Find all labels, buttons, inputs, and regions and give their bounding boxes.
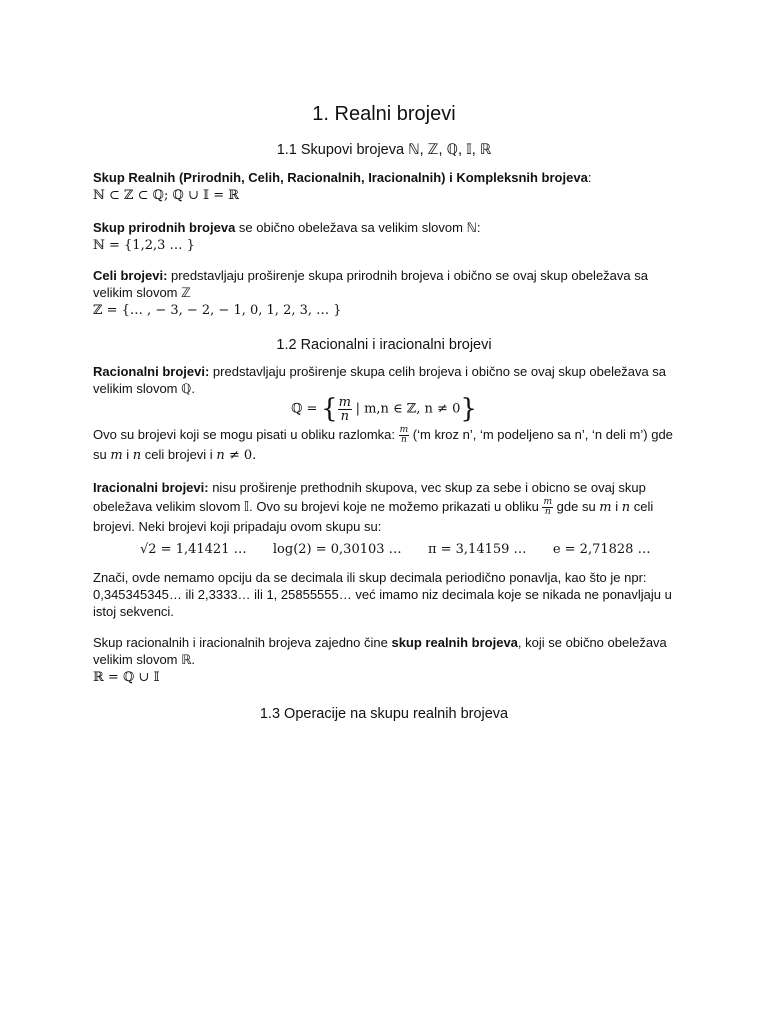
math-natural-set: ℕ = {1,2,3 … } [93, 238, 195, 253]
text: i [611, 499, 622, 514]
var-m: m [110, 448, 123, 464]
left-brace: { [321, 394, 338, 424]
text: i [122, 447, 133, 463]
math-real-set: ℝ = ℚ ∪ 𝕀 [93, 670, 160, 685]
var-n: n [132, 448, 142, 464]
paragraph-razlomak [93, 425, 683, 465]
text: predstavljaju proširenje skupa prirodnih brojeva i obično se ovaj skup obeležava sa velikim slovom ℤ [93, 268, 648, 300]
paragraph-iracionalni [93, 478, 683, 536]
text: celi brojevi i [141, 447, 217, 463]
paragraph-skup-realnih [93, 169, 683, 204]
paragraph-celi [93, 267, 683, 319]
rational-set-formula [0, 394, 768, 424]
text: Skup racionalnih i iracionalnih brojeva zajedno čine [93, 635, 392, 650]
var-m: m [599, 500, 612, 515]
bold-lead: Iracionalni brojevi: [93, 480, 209, 495]
text: predstavljaju proširenje skupa celih brojeva i obično se ovaj skup obeležava sa velikim slovom ℚ. [93, 364, 667, 396]
text: Ovo su brojevi koji se mogu pisati u obliku razlomka: [93, 427, 399, 442]
constant-sqrt2: √2 = 1,41421 … [140, 542, 247, 557]
numerator: m [338, 394, 351, 410]
var-n: n [621, 500, 631, 515]
text: celi brojevi. Neki brojevi koji pripadaju ovom skupu su: [93, 499, 654, 535]
bold-lead: Skup Realnih (Prirodnih, Celih, Racionalnih, Iracionalnih) i Kompleksnih brojeva [93, 170, 588, 185]
bold-lead: Skup prirodnih brojeva [93, 220, 236, 235]
var-n: n [216, 448, 225, 464]
text: : [587, 170, 592, 185]
denominator: n [544, 507, 551, 518]
fraction-m-over-n-inline [542, 498, 553, 517]
paragraph-racionalni [93, 363, 683, 397]
constant-pi: π = 3,14159 … [427, 542, 527, 557]
constant-e: e = 2,71828 … [552, 542, 651, 557]
denominator: n [340, 408, 349, 424]
formula-left: ℚ = [291, 401, 318, 417]
text: (‘m kroz n’, ‘m podeljeno sa n’, ‘n deli m’) gde [409, 427, 673, 442]
paragraph-prirodni [93, 219, 683, 254]
numerator: m [399, 425, 409, 436]
paragraph-decimale: Znači, ovde nemamo opciju da se decimala ili skup decimala periodično ponavlja, kao što je npr: 0,345345345… ili 2,3333… ili 1, 25855555… već imamo niz decimala koje se nikada ne ponavljaju u istoj sekvenci. [93, 570, 672, 619]
text: gde su [556, 499, 600, 514]
not-equal-zero: ≠ 0. [224, 448, 257, 464]
page-title: 1. Realni brojevi [312, 103, 456, 125]
bold-lead: Racionalni brojevi: [93, 364, 210, 379]
text: nisu proširenje prethodnih skupova, vec skup za sebe i obicno se ovaj skup obeležava velikim slovom 𝕀. Ovo su brojevi koje ne možemo prikazati u obliku [93, 480, 646, 514]
numerator: m [543, 497, 553, 508]
formula-right: | m,n ∈ ℤ, n ≠ 0 [355, 401, 461, 417]
paragraph-realni [93, 634, 683, 686]
bold-lead: Celi brojevi: [93, 268, 168, 283]
denominator: n [401, 435, 407, 446]
section-1-2-heading: 1.2 Racionalni i iracionalni brojevi [276, 337, 492, 353]
math-inclusion: ℕ ⊂ ℤ ⊂ ℚ; ℚ ∪ 𝕀 = ℝ [93, 188, 240, 203]
section-1-3-heading: 1.3 Operacije na skupu realnih brojeva [259, 706, 509, 722]
math-integer-set: ℤ = {… , − 3, − 2, − 1, 0, 1, 2, 3, … } [93, 303, 342, 318]
fraction-m-over-n [338, 396, 352, 423]
bold-term: skup realnih brojeva [391, 635, 518, 650]
constant-log2: log(2) = 0,30103 … [272, 542, 402, 557]
text: , koji se obično obeležava velikim slovom ℝ. [93, 635, 667, 667]
text: su [93, 447, 111, 463]
fraction-m-over-n-inline [399, 426, 410, 445]
text: se obično obeležava sa velikim slovom ℕ: [235, 220, 481, 235]
section-1-1-heading: 1.1 Skupovi brojeva ℕ, ℤ, ℚ, 𝕀, ℝ [276, 142, 492, 158]
irrational-constants-row [140, 542, 700, 557]
right-brace: } [460, 394, 477, 424]
